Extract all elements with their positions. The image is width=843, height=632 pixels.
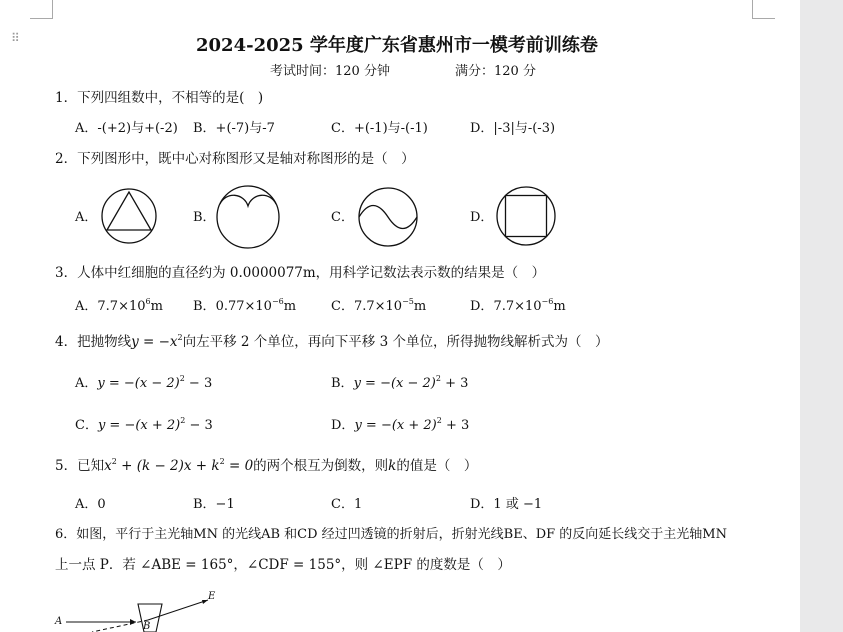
question-5-stem: 5．已知$x^2 + (k - 2)x + k^2 = 0$的两个根互为倒数，则k的值是（ ） [55, 457, 478, 474]
fig-label-b: B [143, 621, 151, 632]
q2-label-c: C． [331, 210, 354, 225]
workspace-background [800, 0, 843, 632]
circle-square-figure [495, 185, 557, 247]
circle-heart-figure [214, 184, 282, 250]
question-3-stem: 3．人体中红细胞的直径约为 0.0000077m，用科学记数法表示数的结果是（ ） [55, 265, 546, 281]
q3-option-b: B．$0.77\times 10^{-6}m$ [193, 297, 297, 314]
exam-score: 满分：120 分 [455, 64, 536, 79]
fig-label-e: E [208, 591, 216, 602]
fig-label-a: A [55, 616, 63, 627]
question-6-stem-line2: 上一点 P．若 ∠ABE = 165°，∠CDF = 155°，则 ∠EPF 的度数是（ ） [55, 557, 511, 573]
question-2-stem: 2．下列图形中，既中心对称图形又是轴对称图形的是（ ） [55, 151, 415, 167]
page-corner-mark [30, 0, 53, 19]
q4-option-b: B．$y = -(x - 2)^2 + 3$ [331, 374, 469, 391]
q3-option-a: A．$7.7\times 10^6m$ [75, 297, 163, 314]
q5-option-b: B．−1 [193, 497, 235, 512]
drag-handle-icon[interactable]: ⠿ [11, 31, 19, 45]
circle-triangle-figure [99, 186, 159, 246]
doc-title: 2024-2025 学年度广东省惠州市一模考前训练卷 [196, 35, 598, 56]
exam-time: 考试时间：120 分钟 [270, 64, 390, 79]
circle-yinyang-figure [357, 186, 419, 248]
question-6-stem-line1: 6．如图，平行于主光轴MN 的光线AB 和CD 经过凹透镜的折射后，折射光线BE、DF 的反向延长线交于主光轴MN [55, 527, 727, 542]
q5-option-a: A．0 [75, 497, 106, 512]
question-1-stem: 1．下列四组数中，不相等的是( ) [55, 90, 264, 106]
q5-option-c: C．1 [331, 497, 363, 512]
concave-lens-figure [52, 588, 232, 632]
q1-option-d: D．|-3|与-(-3) [470, 121, 556, 136]
q3-option-c: C．$7.7\times 10^{-5}m$ [331, 297, 427, 314]
q1-option-a: A．-(+2)与+(-2) [75, 121, 178, 136]
q1-option-c: C．+(-1)与-(-1) [331, 121, 428, 136]
q5-option-d: D．1 或 −1 [470, 497, 543, 512]
page-corner-mark [752, 0, 775, 19]
q2-label-d: D． [470, 210, 494, 225]
q2-label-b: B． [193, 210, 216, 225]
q4-option-a: A．$y = -(x - 2)^2 - 3$ [75, 374, 213, 391]
q3-option-d: D．$7.7\times 10^{-6}m$ [470, 297, 566, 314]
question-4-stem: 4．把抛物线$y = -x^2$向左平移 2 个单位，再向下平移 3 个单位，所得抛物线解析式为（ ） [55, 333, 609, 350]
q1-option-b: B．+(-7)与-7 [193, 121, 275, 136]
q4-option-c: C．$y = -(x + 2)^2 - 3$ [75, 416, 213, 433]
q4-option-d: D．$y = -(x + 2)^2 + 3$ [331, 416, 470, 433]
q2-label-a: A． [75, 210, 98, 225]
